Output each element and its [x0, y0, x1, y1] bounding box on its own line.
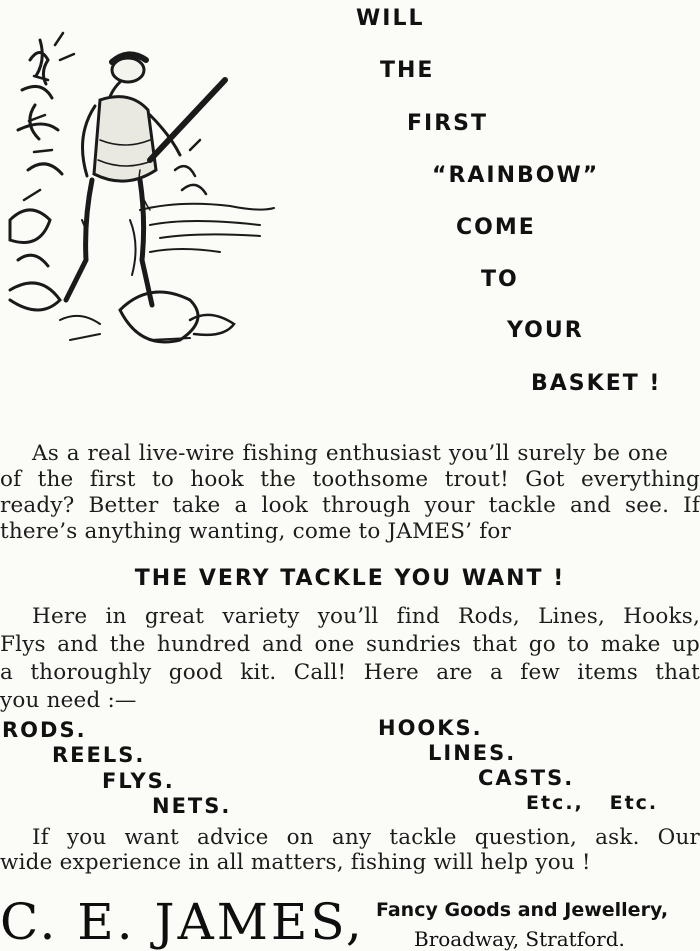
closing-line: wide experience in all matters, fishing will help you ! — [0, 850, 591, 875]
detail-line: Flys and the hundred and one sundries that go to make up — [0, 632, 700, 657]
detail-line: Here in great variety you’ll find Rods, Lines, Hooks, — [32, 604, 700, 629]
subheading: THE VERY TACKLE YOU WANT ! — [134, 566, 566, 591]
headline-word: “RAINBOW” — [432, 163, 600, 188]
headline-word: WILL — [356, 6, 425, 31]
item-left: FLYS. — [102, 769, 175, 793]
item-right: Etc., Etc. — [526, 792, 659, 814]
business-address: Broadway, Stratford. — [414, 927, 625, 951]
item-left: NETS. — [152, 794, 232, 818]
intro-line: As a real live-wire fishing enthusiast you’ll surely be one — [32, 441, 668, 466]
headline-word: YOUR — [507, 318, 584, 343]
headline-word: FIRST — [407, 111, 489, 136]
headline-word: BASKET ! — [531, 371, 662, 396]
angler-illustration — [0, 20, 290, 360]
intro-line: there’s anything wanting, come to JAMES’ for — [0, 519, 511, 544]
item-left: RODS. — [2, 718, 87, 742]
business-name: C. E. JAMES, — [0, 893, 365, 951]
headline-word: COME — [456, 215, 536, 240]
intro-line: of the first to hook the toothsome trout! Got everything — [0, 467, 700, 492]
item-right: LINES. — [428, 741, 517, 765]
detail-line: a thoroughly good kit. Call! Here are a few items that — [0, 660, 700, 685]
closing-line: If you want advice on any tackle question, ask. Our — [32, 825, 700, 850]
detail-line: you need :— — [0, 688, 137, 713]
headline-word: THE — [380, 58, 435, 83]
intro-line: ready? Better take a look through your tackle and see. If — [0, 493, 700, 518]
item-left: REELS. — [52, 743, 146, 767]
item-right: CASTS. — [478, 766, 575, 790]
item-right: HOOKS. — [378, 716, 483, 740]
business-trade: Fancy Goods and Jewellery, — [376, 899, 669, 921]
headline-word: TO — [481, 267, 519, 292]
